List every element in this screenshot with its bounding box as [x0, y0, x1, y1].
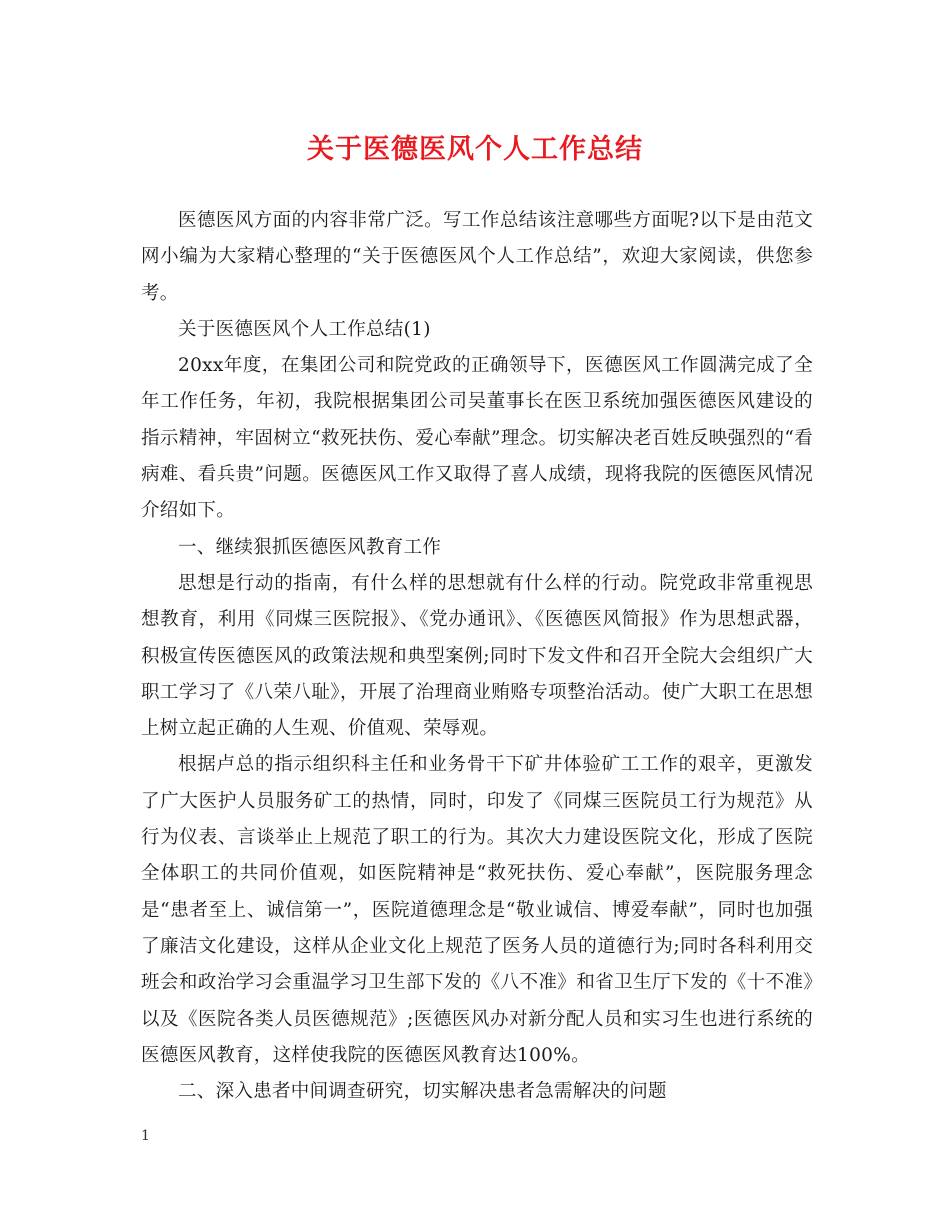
section-heading-2: 二、深入患者中间调查研究，切实解决患者急需解决的问题: [178, 1081, 667, 1103]
body-paragraph: 20xx年度，在集团公司和院党政的正确领导下，医德医风工作圆满完成了全年工作任务，年初，我院根据集团公司吴董事长在医卫系统加强医德医风建设的指示精神，牢固树立“救死扶伤、爱心奉献”理念。切实解决老百姓反映强烈的“看病难、看兵贵”问题。医德医风工作又取得了喜人成绩，现将我院的医德医风情况介绍如下。: [141, 355, 813, 522]
body-paragraph: 根据卢总的指示组织科主任和业务骨干下矿井体验矿工工作的艰辛，更激发了广大医护人员服务矿工的热情，同时，印发了《同煤三医院员工行为规范》从行为仪表、言谈举止上规范了职工的行为。其次大力建设医院文化，形成了医院全体职工的共同价值观，如医院精神是“救死扶伤、爱心奉献”，医院服务理念是“患者至上、诚信第一”，医院道德理念是“敬业诚信、博爱奉献”，同时也加强了廉洁文化建设，这样从企业文化上规范了医务人员的道德行为;同时各科利用交班会和政治学习会重温学习卫生部下发的《八不准》和省卫生厅下发的《十不准》以及《医院各类人员医德规范》;医德医风办对新分配人员和实习生也进行系统的医德医风教育，这样使我院的医德医风教育达100%。: [141, 754, 813, 1066]
intro-paragraph: 医德医风方面的内容非常广泛。写工作总结该注意哪些方面呢?以下是由范文网小编为大家精心整理的“关于医德医风个人工作总结”，欢迎大家阅读，供您参考。: [141, 210, 813, 304]
body-paragraph: 思想是行动的指南，有什么样的思想就有什么样的行动。院党政非常重视思想教育，利用《同煤三医院报》、《党办通讯》、《医德医风简报》作为思想武器，积极宣传医德医风的政策法规和典型案例;同时下发文件和召开全院大会组织广大职工学习了《八荣八耻》，开展了治理商业贿赂专项整治活动。使广大职工在思想上树立起正确的人生观、价值观、荣辱观。: [141, 572, 813, 740]
section-subtitle: 关于医德医风个人工作总结(1): [178, 318, 431, 340]
document-body: [141, 203, 813, 1110]
section-heading-1: 一、继续狠抓医德医风教育工作: [178, 536, 442, 558]
page-number: 1: [141, 1128, 150, 1144]
document-title: 关于医德医风个人工作总结: [307, 134, 643, 165]
